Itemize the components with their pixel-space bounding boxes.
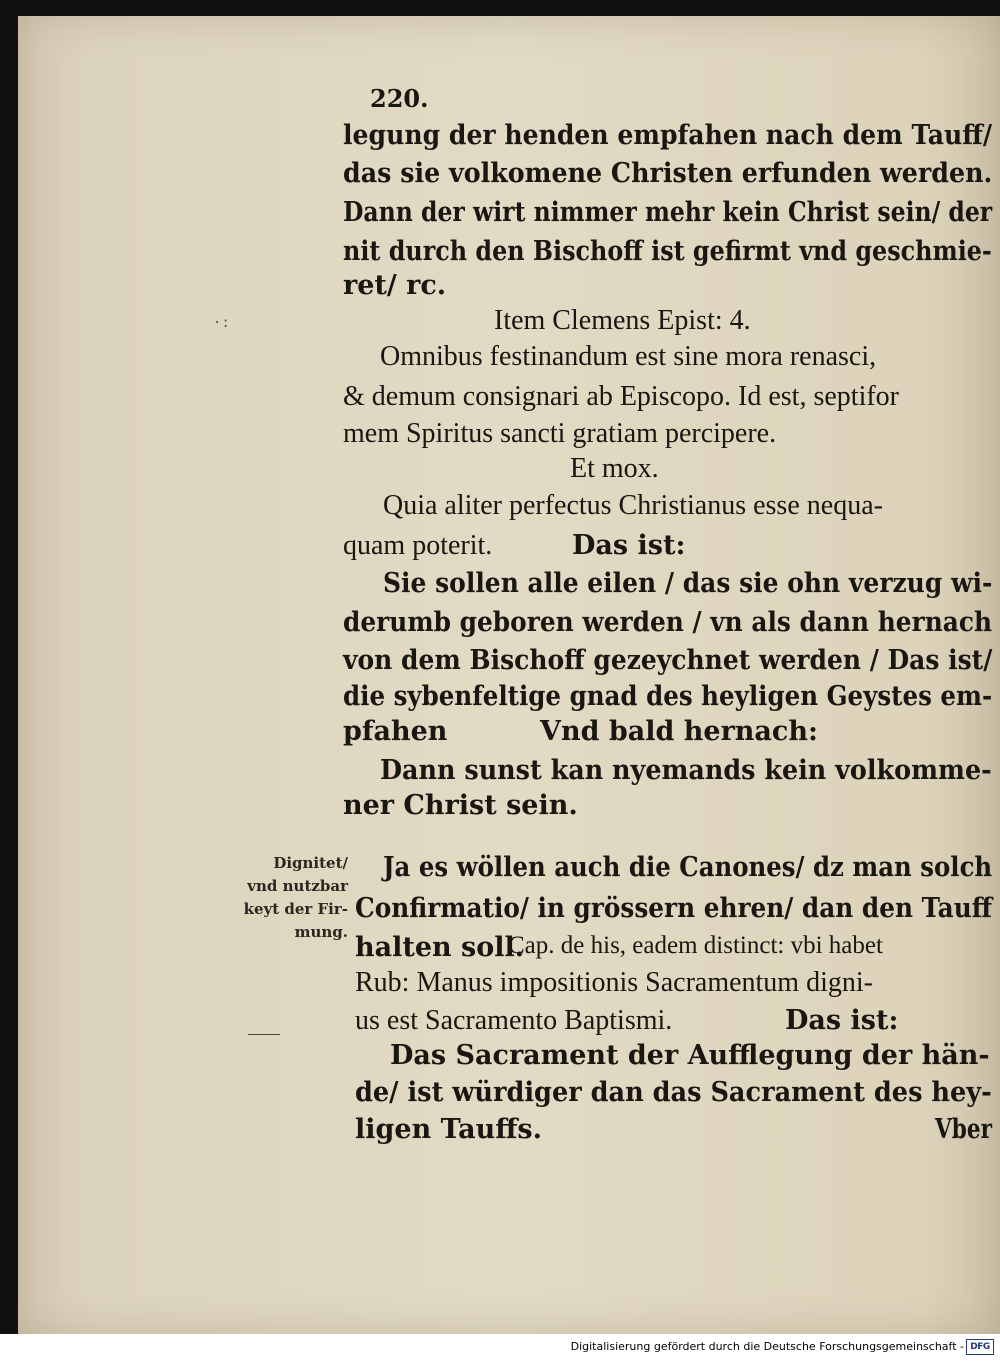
text-line-tail: Vnd bald hernach:	[540, 716, 818, 747]
margin-dash	[248, 1034, 280, 1035]
text-line: Item Clemens Epist: 4.	[494, 305, 751, 336]
text-line: halten soll.	[355, 932, 525, 963]
text-line: de/ ist würdiger dan das Sacrament des hey-	[355, 1077, 992, 1108]
text-line: Omnibus festinandum est sine mora renasci,	[380, 341, 877, 372]
margin-note	[218, 852, 348, 944]
text-line: Quia aliter perfectus Christianus esse nequa-	[383, 490, 883, 521]
text-line: ligen Tauffs.	[355, 1114, 542, 1145]
text-line-tail: Vber	[935, 1114, 992, 1145]
margin-mark: ·:	[213, 315, 230, 331]
text-line: nit durch den Bischoff ist gefirmt vnd geschmie-	[343, 236, 992, 267]
text-line: Dann der wirt nimmer mehr kein Christ sein/ der	[343, 197, 993, 228]
text-line: Confirmatio/ in grössern ehren/ dan den Tauff	[355, 893, 993, 924]
text-line: Ja es wöllen auch die Canones/ dz man solch	[383, 852, 993, 883]
text-line: von dem Bischoff gezeychnet werden / Das ist/	[343, 645, 993, 676]
text-line-tail: Das ist:	[785, 1005, 899, 1036]
text-line-tail: Das ist:	[572, 530, 686, 561]
dfg-logo-icon: DFG	[966, 1339, 994, 1355]
text-line: Sie sollen alle eilen / das sie ohn verzug wi-	[383, 568, 993, 599]
text-line: & demum consignari ab Episcopo. Id est, septifor	[343, 381, 899, 412]
digitization-credit: Digitalisierung gefördert durch die Deutsche Forschungsgemeinschaft -	[570, 1340, 964, 1353]
text-line: derumb geboren werden / vn als dann hernach	[343, 607, 993, 638]
margin-note-line: keyt der Fir-	[243, 900, 348, 918]
text-line: Das Sacrament der Aufflegung der hän-	[390, 1040, 990, 1071]
text-line: mem Spiritus sancti gratiam percipere.	[343, 418, 777, 449]
margin-note-line: mung.	[294, 923, 348, 941]
text-line: das sie volkomene Christen erfunden werden.	[343, 158, 993, 189]
margin-note-line: vnd nutzbar	[247, 877, 348, 895]
text-line: Et mox.	[570, 453, 659, 484]
text-line: quam poterit.	[343, 530, 493, 561]
text-line-tail: Cap. de his, eadem distinct: vbi habet	[508, 932, 883, 959]
text-line: us est Sacramento Baptismi.	[355, 1005, 673, 1036]
text-line: Rub: Manus impositionis Sacramentum digni-	[355, 967, 873, 998]
text-line: legung der henden empfahen nach dem Tauff/	[343, 120, 993, 151]
page-number: 220.	[370, 84, 429, 113]
text-line: ner Christ sein.	[343, 790, 578, 821]
margin-note-line: Dignitet/	[273, 854, 348, 872]
text-line: die sybenfeltige gnad des heyligen Geystes em-	[343, 681, 993, 712]
text-line: pfahen	[343, 716, 448, 747]
text-line: Dann sunst kan nyemands kein volkomme-	[380, 755, 992, 786]
text-line: ret/ rc.	[343, 270, 447, 301]
